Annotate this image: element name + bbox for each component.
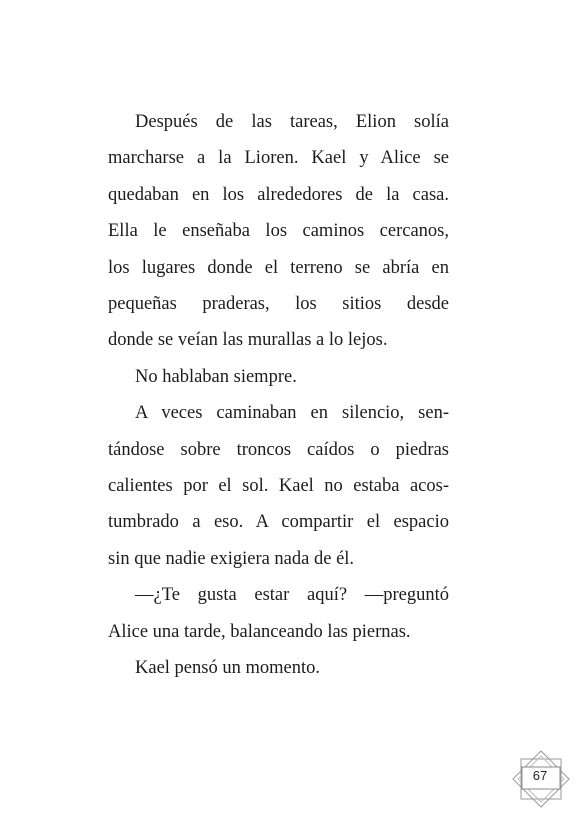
text-line: marcharse a la Lioren. Kael y Alice se [108,148,449,169]
text-line: tándose sobre troncos caídos o piedras [108,439,449,460]
text-line: pequeñas praderas, los sitios desde [108,294,449,315]
page-number: 67 [532,768,548,783]
text-line: donde se veían las murallas a lo lejos. [108,330,388,351]
text-line: Después de las tareas, Elion solía [135,112,449,132]
text-line: quedaban en los alrededores de la casa. [108,184,449,205]
text-line: Alice una tarde, balanceando las piernas. [108,621,411,642]
text-line: sin que nadie exigiera nada de él. [108,548,355,569]
text-line: calientes por el sol. Kael no estaba acos- [108,476,449,497]
text-line: Ella le enseñaba los caminos cercanos, [108,221,449,242]
text-line: A veces caminaban en silencio, sen- [135,403,449,424]
text-line: tumbrado a eso. A compartir el espacio [108,512,449,533]
text-line: Kael pensó un momento. [135,658,320,679]
text-line: los lugares donde el terreno se abría en [108,257,449,278]
text-line: No hablaban siempre. [135,366,297,387]
text-line: —¿Te gusta estar aquí? —preguntó [135,585,449,606]
body-text [108,104,449,687]
